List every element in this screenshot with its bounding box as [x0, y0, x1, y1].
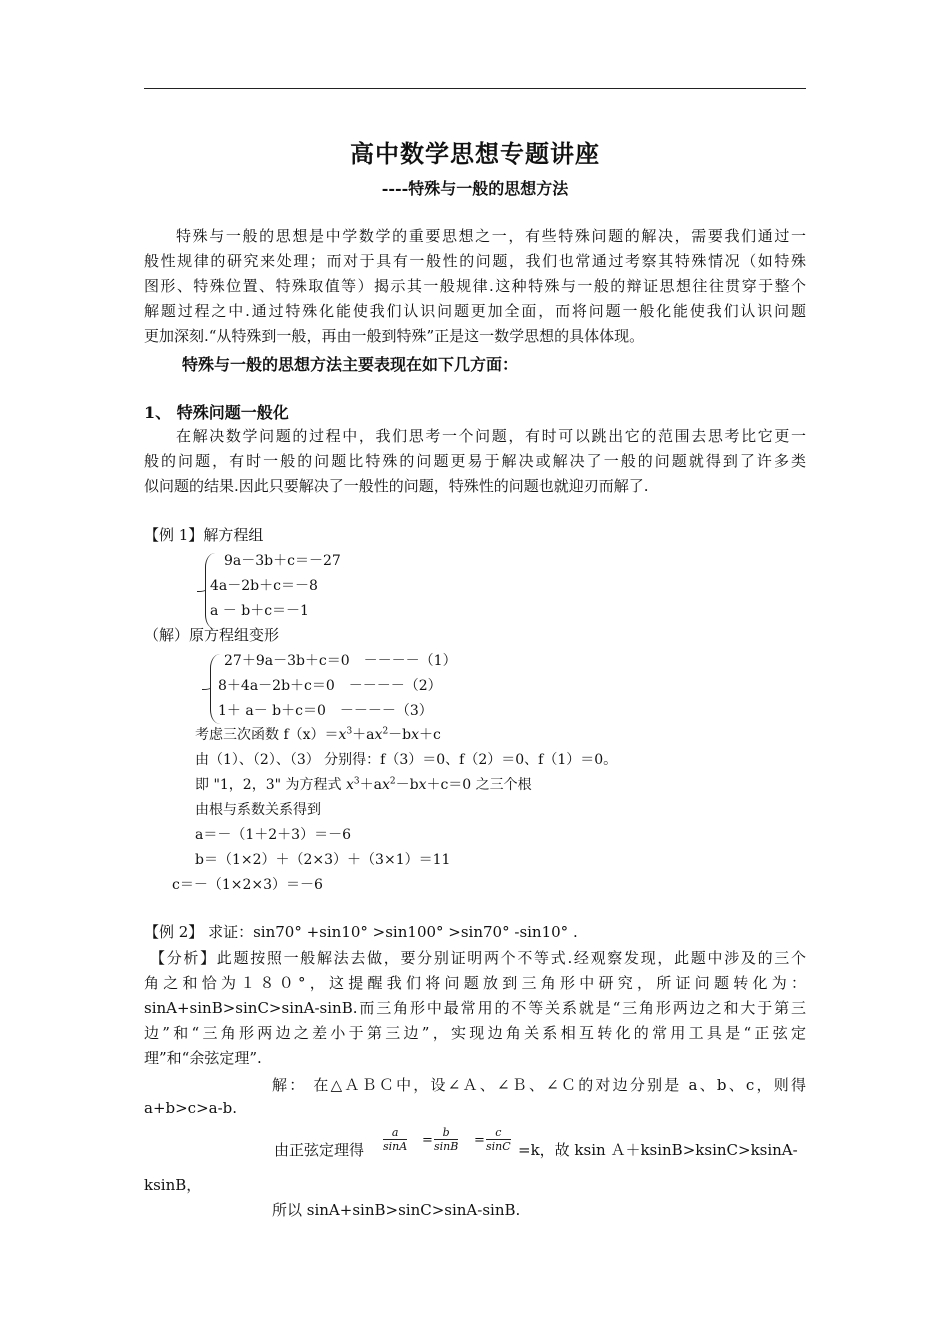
section1-heading: 1、 特殊问题一般化	[144, 403, 289, 422]
analysis-line: 边”和“三角形两边之差小于第三边”，实现边角关系相互转化的常用工具是“正弦定	[144, 1024, 806, 1042]
example1-heading	[144, 524, 263, 545]
sine-rule-prefix: 由正弦定理得	[274, 1141, 365, 1159]
analysis-label: 【分析】	[150, 949, 217, 967]
intro-line: 特殊与一般的思想是中学数学的重要思想之一，有些特殊问题的解决，需要我们通过一	[176, 227, 806, 245]
fraction-b-numerator: b	[434, 1126, 458, 1140]
page-subtitle: ----特殊与一般的思想方法	[381, 179, 569, 198]
roots-line: 即 "1，2，3" 为方程式 $x^3+ax^2-bx+c=0$ 之三个根	[195, 776, 532, 793]
transformed-equation: 8＋4a－2b＋c＝0 －－－－（2）	[218, 678, 442, 694]
example1-label: 【例 1】	[144, 526, 204, 544]
equals-sign: =	[422, 1133, 433, 1148]
a-value-line: a＝－（1＋2＋3）＝－6	[195, 827, 351, 843]
analysis-line: 理”和“余弦定理”.	[144, 1049, 262, 1067]
conclusion-line: 所以 sinA+sinB>sinC>sinA-sinB.	[272, 1201, 521, 1219]
section1-line: 般的问题，有时一般的问题比特殊的问题更易于解决或解决了一般的问题就得到了许多类	[144, 452, 806, 470]
roots-tail: －b	[395, 777, 419, 793]
header-rule	[144, 88, 806, 89]
roots-prefix: 即 "1，2，3" 为方程式	[195, 777, 346, 793]
sine-rule-suffix: =k，故 ksin Ａ＋ksinB>ksinC>ksinA-	[518, 1141, 798, 1159]
cubic-function-line: 考虑三次函数 $f(x)=x^3+ax^2-bx+c$	[195, 726, 441, 743]
cubic-suffix: ＋a	[352, 727, 375, 743]
from-line: 由（1）、（2）、（3） 分别得：f（3）＝0、f（2）＝0、f（1）＝0。	[195, 752, 618, 768]
section1-line: 似问题的结果.因此只要解决了一般性的问题，特殊性的问题也就迎刃而解了.	[144, 477, 649, 495]
solution-line: 解： 在△ＡＢＣ中，设∠Ａ、∠Ｂ、∠Ｃ的对边分别是 a、b、c，则得	[272, 1076, 806, 1094]
b-value-line: b＝（1×2）＋（2×3）＋（3×1）＝11	[195, 852, 451, 868]
sine-rule-wrap: ksinB，	[144, 1176, 202, 1194]
example2-heading	[144, 921, 578, 942]
vieta-line: 由根与系数关系得到	[195, 802, 321, 818]
analysis-text: 此题按照一般解法去做，要分别证明两个不等式.经观察发现，此题中涉及的三个	[216, 949, 806, 967]
cubic-tail: －b	[388, 727, 412, 743]
fraction-c	[486, 1126, 511, 1153]
example2-statement: 求证：sin70° +sin10° >sin100° >sin70° -sin10° .	[203, 923, 578, 941]
fraction-b-denominator: sinB	[434, 1140, 459, 1153]
transformed-equation: 1＋ a－ b＋c＝0 －－－－（3）	[218, 703, 433, 719]
system-equation: a － b＋c＝－1	[210, 603, 309, 619]
intro-heading: 特殊与一般的思想方法主要表现在如下几方面：	[182, 355, 519, 374]
cubic-end: ＋c	[419, 727, 441, 743]
example1-solution-label: （解）原方程组变形	[144, 626, 280, 644]
analysis-line: 角之和恰为１８０°，这提醒我们将问题放到三角形中研究，所证问题转化为：	[144, 974, 806, 992]
page-title: 高中数学思想专题讲座	[350, 139, 600, 168]
section1-line: 在解决数学问题的过程中，我们思考一个问题，有时可以跳出它的范围去思考比它更一	[176, 427, 806, 445]
section1-paragraph	[144, 424, 806, 499]
intro-line: 般性规律的研究来处理；而对于具有一般性的问题，我们也常通过考察其特殊情况（如特殊	[144, 252, 806, 270]
intro-line: 图形、特殊位置、特殊取值等）揭示其一般规律.这种特殊与一般的辩证思想往往贯穿于整个	[144, 277, 806, 295]
fraction-a	[383, 1126, 407, 1153]
roots-end: ＋c＝0 之三个根	[426, 777, 532, 793]
intro-line: 解题过程之中.通过特殊化能使我们认识问题更加全面，而将问题一般化能使我们认识问题	[144, 302, 806, 320]
fraction-c-denominator: sinC	[486, 1140, 511, 1153]
fraction-b	[434, 1126, 458, 1153]
transformed-equation: 27＋9a－3b＋c＝0 －－－－（1）	[224, 653, 457, 669]
fraction-a-denominator: sinA	[383, 1140, 408, 1153]
intro-line: 更加深刻.“从特殊到一般，再由一般到特殊”正是这一数学思想的具体体现。	[144, 327, 645, 345]
analysis-line	[144, 946, 806, 971]
c-value-line: c＝－（1×2×3）＝－6	[172, 877, 323, 893]
system-equation: 9a－3b＋c＝－27	[224, 553, 341, 569]
equals-sign: =	[474, 1133, 485, 1148]
example2-label: 【例 2】	[144, 923, 204, 941]
fraction-a-numerator: a	[383, 1126, 407, 1140]
intro-paragraph	[144, 224, 806, 349]
system-equation: 4a－2b＋c＝－8	[210, 578, 318, 594]
example1-prompt: 解方程组	[203, 526, 264, 544]
solution-line: a+b>c>a-b.	[144, 1099, 238, 1117]
roots-mid: ＋a	[359, 777, 382, 793]
example2-analysis	[144, 946, 806, 1071]
fraction-c-numerator: c	[486, 1126, 511, 1140]
cubic-prefix: 考虑三次函数 f（x）＝	[195, 727, 339, 743]
analysis-line: sinA+sinB>sinC>sinA-sinB.而三角形中最常用的不等关系就是“三角形两边之和大于第三	[144, 999, 806, 1017]
